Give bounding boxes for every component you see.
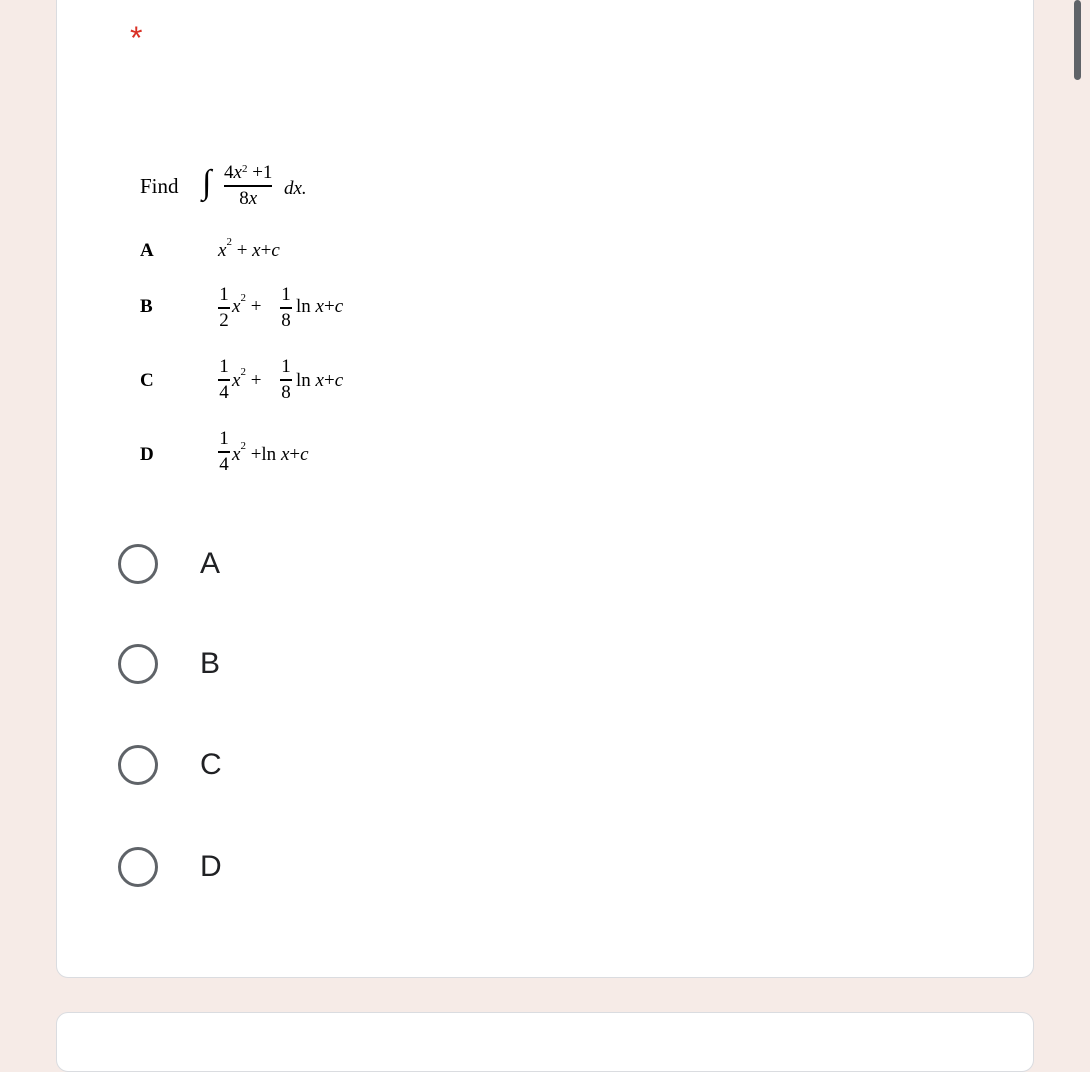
required-marker: * [130, 20, 143, 56]
choice-d-label: D [200, 850, 222, 883]
scrollbar-thumb[interactable] [1074, 0, 1081, 80]
choice-c-label: C [200, 748, 222, 781]
choice-b[interactable] [118, 640, 220, 688]
option-letter-c: C [140, 370, 154, 391]
question-dx: dx. [284, 178, 307, 199]
option-letter-b: B [140, 296, 153, 317]
question-image [138, 160, 398, 490]
question-fraction [224, 162, 272, 210]
question-denominator: 8x [239, 187, 258, 209]
option-c-expression: $x^2$ + [232, 366, 262, 391]
option-a-expression: $x^2 + x+c$ [218, 236, 280, 261]
choice-c[interactable] [118, 741, 222, 789]
choice-a-label: A [200, 547, 221, 580]
choice-b-label: B [200, 647, 221, 680]
radio-c[interactable] [118, 745, 158, 785]
option-c-frac-2: 1 8 [281, 356, 291, 403]
option-letter-d: D [140, 444, 154, 465]
option-b-frac-1: 1 2 [219, 284, 229, 331]
option-b-expression-tail: ln x+c [296, 296, 344, 317]
choice-a[interactable] [118, 540, 220, 588]
option-d-frac-1: 1 4 [219, 428, 229, 475]
next-question-card [56, 1012, 1034, 1072]
question-find-text: Find [140, 174, 179, 198]
option-b-frac-2: 1 8 [281, 284, 291, 331]
option-c-expression-tail: ln x+c [296, 370, 344, 391]
radio-a[interactable] [118, 544, 158, 584]
choice-d[interactable] [118, 843, 222, 891]
option-d-expression: $x^2 +\ln$ x+c [232, 440, 309, 465]
option-letter-a: A [140, 240, 154, 261]
radio-d[interactable] [118, 847, 158, 887]
option-c-frac-1: 1 4 [219, 356, 229, 403]
integral-sign: ∫ [202, 164, 212, 201]
question-numerator: $4x^2 +1$ [224, 162, 273, 183]
option-b-expression: $x^2$ + [232, 292, 262, 317]
radio-b[interactable] [118, 644, 158, 684]
